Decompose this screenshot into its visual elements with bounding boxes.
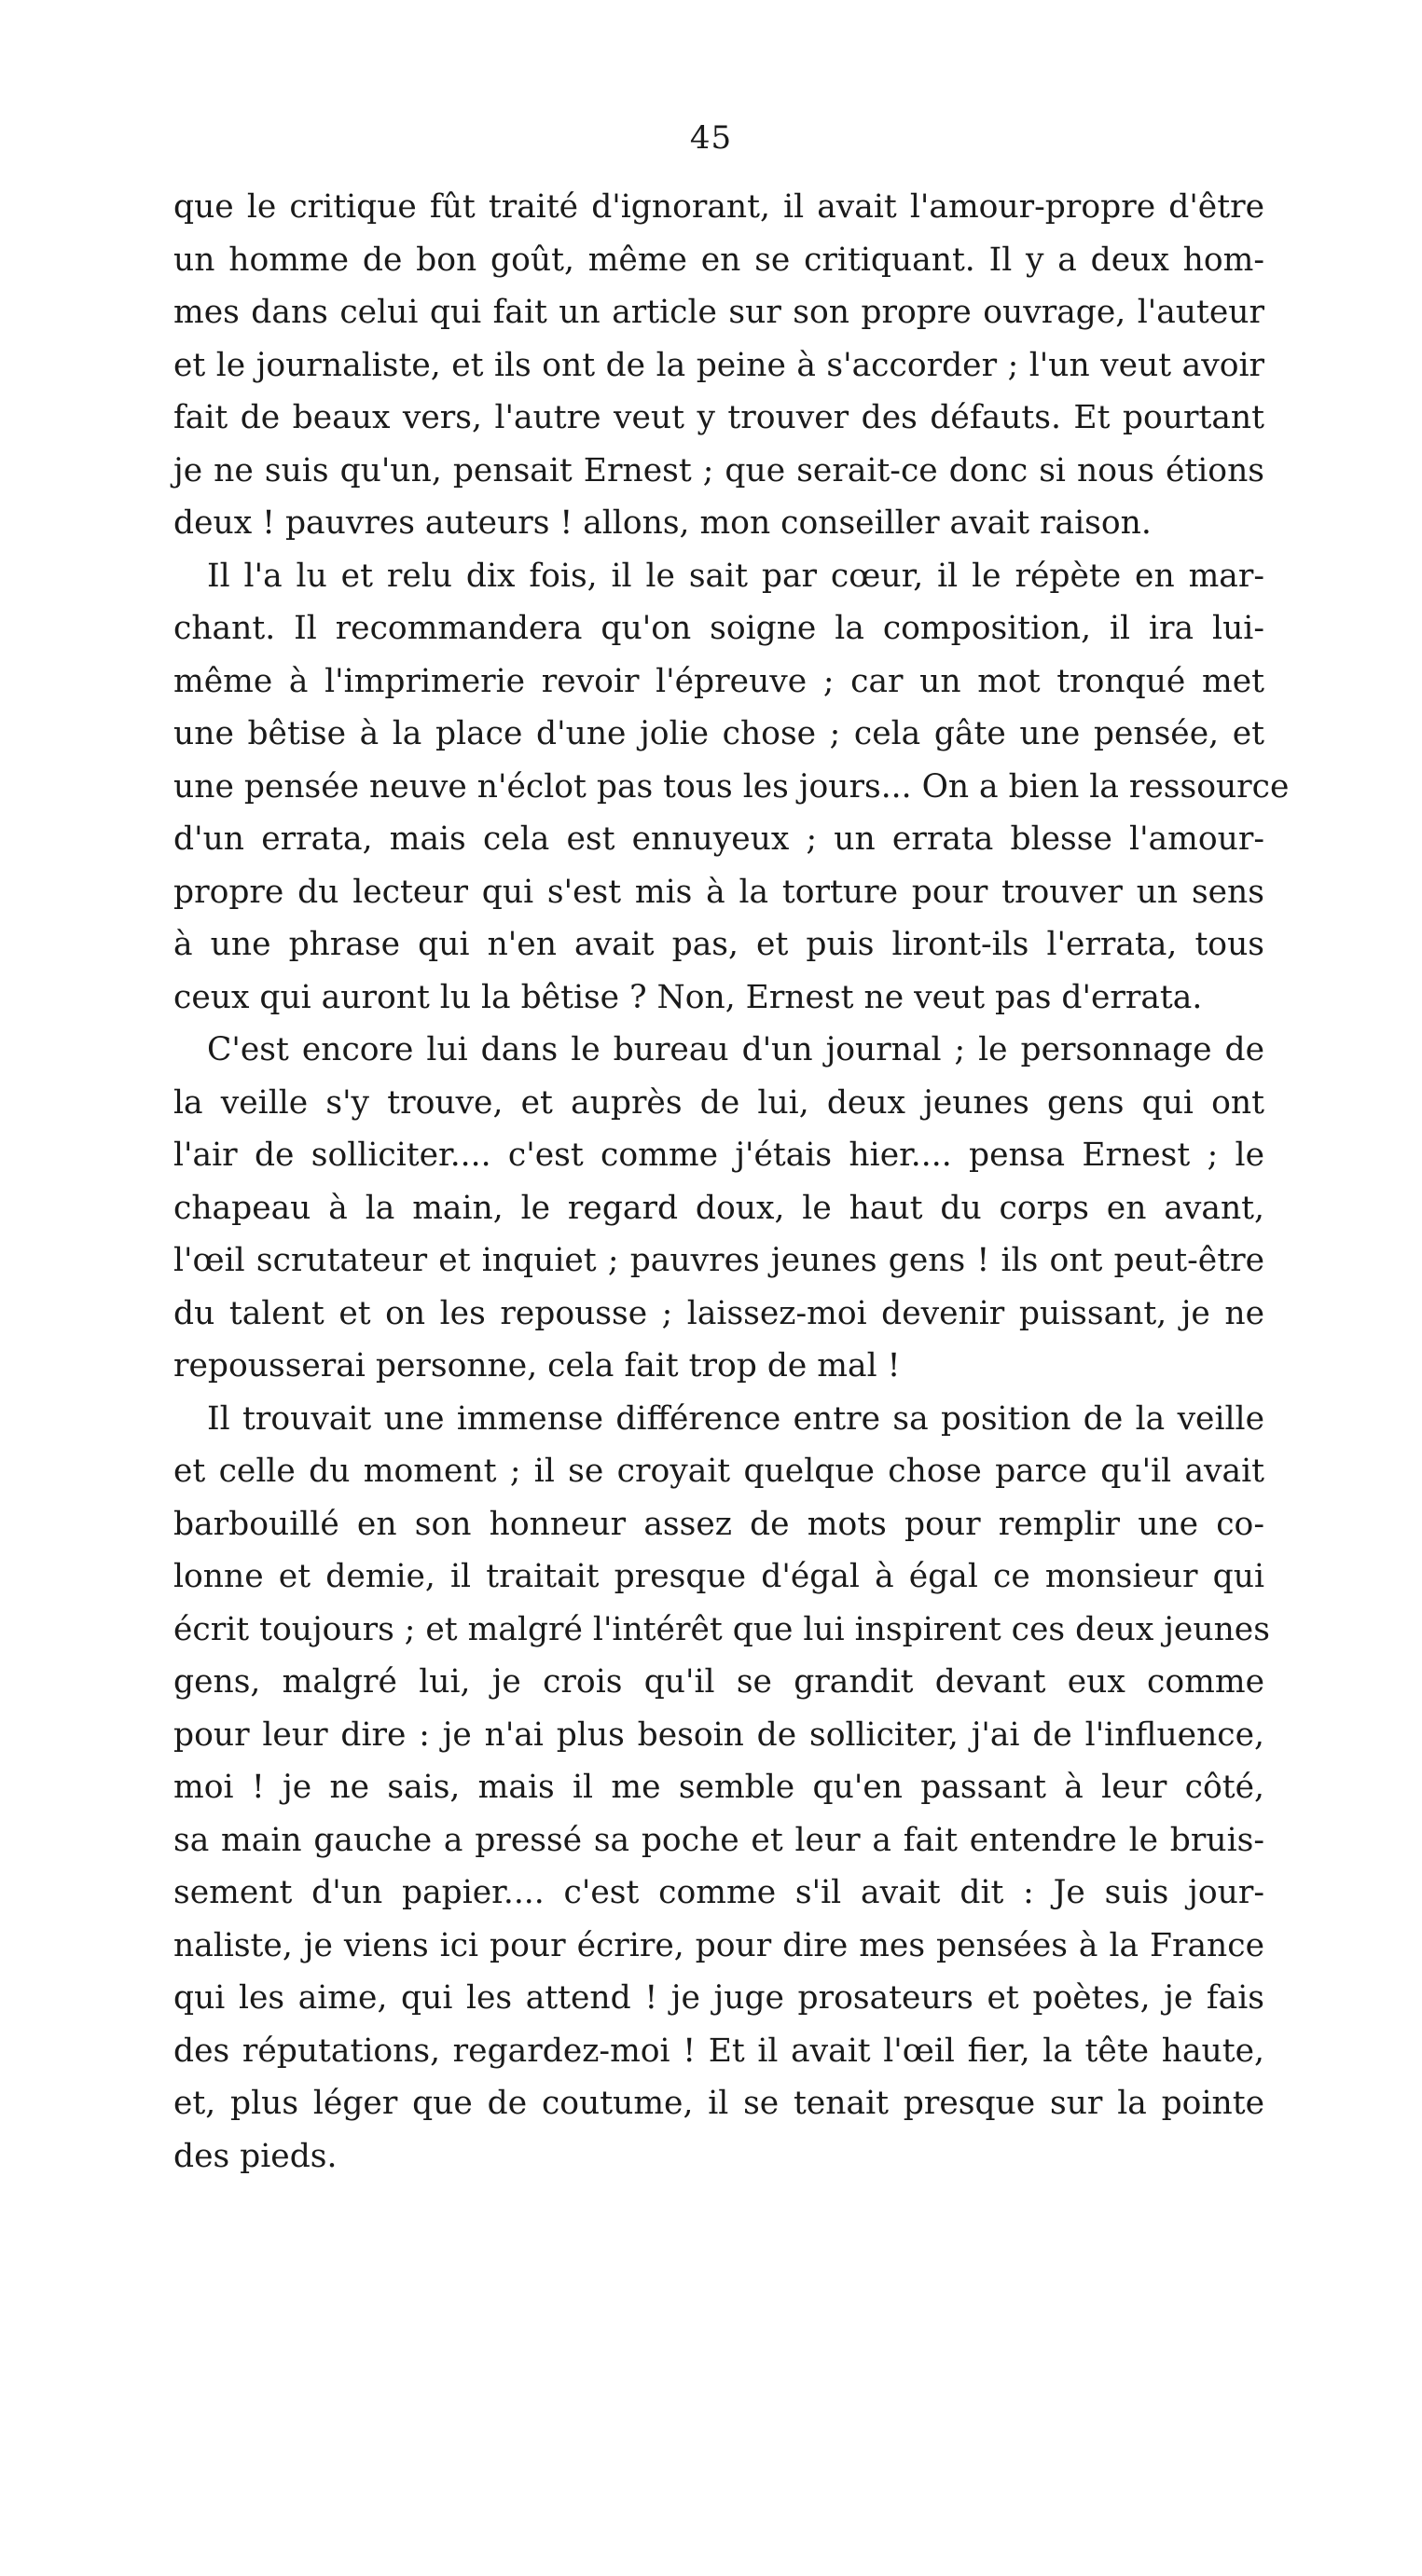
text-line: Il trouvait une immense différence entre sa position de la veille <box>207 1399 1264 1438</box>
text-line: naliste, je viens ici pour écrire, pour dire mes pensées à la France <box>173 1926 1264 1964</box>
text-line: Il l'a lu et relu dix fois, il le sait par cœur, il le répète en mar- <box>207 557 1264 595</box>
text-line: lonne et demie, il traitait presque d'égal à égal ce monsieur qui <box>173 1558 1264 1595</box>
paragraph-3 <box>173 1024 1264 1393</box>
text-line: chapeau à la main, le regard doux, le haut du corps en avant, <box>173 1189 1264 1227</box>
text-line: et, plus léger que de coutume, il se tenait presque sur la pointe <box>173 2085 1264 2122</box>
paragraph-4 <box>173 1393 1270 2183</box>
text-line: écrit toujours ; et malgré l'intérêt que lui inspirent ces deux jeunes <box>173 1610 1270 1648</box>
paragraph-1 <box>173 181 1264 550</box>
text-line: une pensée neuve n'éclot pas tous les jours... On a bien la ressource <box>173 767 1290 806</box>
text-line: du talent et on les repousse ; laissez-moi devenir puissant, je ne <box>173 1294 1264 1332</box>
text-line: sement d'un papier.... c'est comme s'il avait dit : Je suis jour- <box>173 1874 1264 1911</box>
body-text <box>173 181 1290 2183</box>
text-line: qui les aime, qui les attend ! je juge prosateurs et poètes, je fais <box>173 1979 1264 2017</box>
text-line: à une phrase qui n'en avait pas, et puis liront-ils l'errata, tous <box>173 926 1264 963</box>
text-line: deux ! pauvres auteurs ! allons, mon conseiller avait raison. <box>173 504 1152 542</box>
text-line: pour leur dire : je n'ai plus besoin de solliciter, j'ai de l'influence, <box>173 1715 1264 1754</box>
text-line: que le critique fût traité d'ignorant, il avait l'amour-propre d'être <box>173 188 1264 226</box>
text-line: je ne suis qu'un, pensait Ernest ; que serait-ce donc si nous étions <box>173 451 1264 489</box>
text-line: l'œil scrutateur et inquiet ; pauvres jeunes gens ! ils ont peut-être <box>173 1242 1264 1279</box>
text-line: gens, malgré lui, je crois qu'il se grandit devant eux comme <box>173 1663 1264 1701</box>
text-line: une bêtise à la place d'une jolie chose ; cela gâte une pensée, et <box>173 715 1264 752</box>
text-line: moi ! je ne sais, mais il me semble qu'en passant à leur côté, <box>173 1769 1264 1806</box>
text-line: des pieds. <box>173 2137 338 2175</box>
text-line: un homme de bon goût, même en se critiquant. Il y a deux hom- <box>173 241 1264 279</box>
text-line: même à l'imprimerie revoir l'épreuve ; car un mot tronqué met <box>173 662 1264 700</box>
page-number: 45 <box>689 119 733 157</box>
text-line: fait de beaux vers, l'autre veut y trouver des défauts. Et pourtant <box>173 399 1264 436</box>
paragraph-2 <box>173 550 1290 1025</box>
text-line: barbouillé en son honneur assez de mots pour remplir une co- <box>173 1505 1264 1543</box>
text-line: d'un errata, mais cela est ennuyeux ; un errata blesse l'amour- <box>173 820 1264 858</box>
text-line: C'est encore lui dans le bureau d'un journal ; le personnage de <box>207 1031 1264 1068</box>
text-line: ceux qui auront lu la bêtise ? Non, Ernest ne veut pas d'errata. <box>173 978 1203 1016</box>
text-line: et le journaliste, et ils ont de la peine à s'accorder ; l'un veut avoir <box>173 346 1264 384</box>
text-line: et celle du moment ; il se croyait quelque chose parce qu'il avait <box>173 1453 1264 1490</box>
text-line: sa main gauche a pressé sa poche et leur a fait entendre le bruis- <box>173 1821 1264 1859</box>
text-line: la veille s'y trouve, et auprès de lui, deux jeunes gens qui ont <box>173 1083 1264 1122</box>
text-line: propre du lecteur qui s'est mis à la torture pour trouver un sens <box>173 873 1264 911</box>
text-line: des réputations, regardez-moi ! Et il avait l'œil fier, la tête haute, <box>173 2032 1264 2070</box>
text-line: chant. Il recommandera qu'on soigne la composition, il ira lui- <box>173 610 1264 647</box>
text-line: l'air de solliciter.... c'est comme j'étais hier.... pensa Ernest ; le <box>173 1136 1264 1174</box>
text-line: repousserai personne, cela fait trop de mal ! <box>173 1347 901 1384</box>
text-line: mes dans celui qui fait un article sur son propre ouvrage, l'auteur <box>173 294 1264 331</box>
